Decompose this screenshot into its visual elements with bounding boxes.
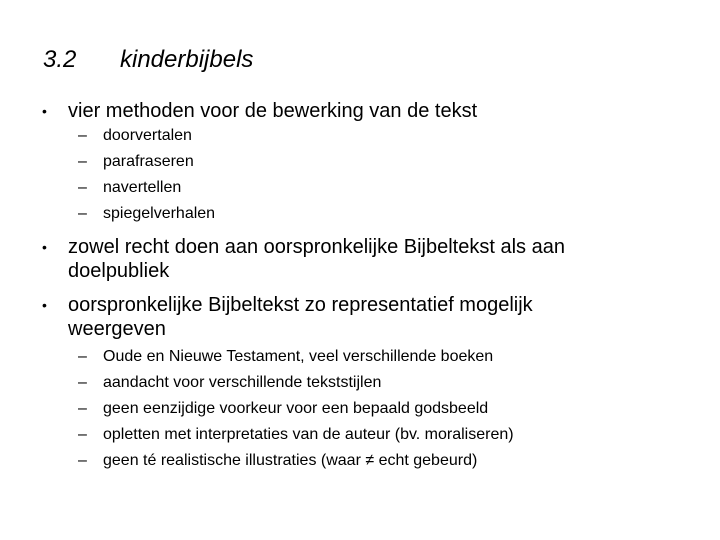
- dash-marker: –: [78, 153, 87, 170]
- dash-marker: –: [78, 205, 87, 222]
- bullet-item: [42, 99, 642, 123]
- sub-item-text: opletten met interpretaties van de auteur (bv. moraliseren): [103, 426, 514, 443]
- slide-title: [43, 46, 253, 74]
- sub-item-text: parafraseren: [103, 153, 194, 170]
- sub-item-text: aandacht voor verschillende tekststijlen: [103, 374, 382, 391]
- sub-list: [78, 344, 514, 474]
- bullet-marker: •: [42, 297, 47, 313]
- dash-marker: –: [78, 179, 87, 196]
- sub-list: [78, 123, 215, 227]
- bullet-item: [42, 293, 622, 341]
- sub-item: [78, 370, 514, 396]
- dash-marker: –: [78, 400, 87, 417]
- sub-item-text: Oude en Nieuwe Testament, veel verschillende boeken: [103, 348, 494, 365]
- sub-item-text: geen té realistische illustraties (waar ≠ echt gebeurd): [103, 452, 478, 469]
- sub-item: [78, 422, 514, 448]
- dash-marker: –: [78, 452, 87, 469]
- sub-item-text: navertellen: [103, 179, 182, 196]
- sub-item: [78, 344, 514, 370]
- bullet-item: [42, 235, 642, 283]
- sub-item-text: doorvertalen: [103, 127, 192, 144]
- section-title: kinderbijbels: [120, 46, 254, 73]
- dash-marker: –: [78, 374, 87, 391]
- bullet-marker: •: [42, 103, 47, 119]
- bullet-text: oorspronkelijke Bijbeltekst zo representatief mogelijk weergeven: [68, 294, 533, 340]
- bullet-text: zowel recht doen aan oorspronkelijke Bijbeltekst als aan doelpubliek: [68, 236, 565, 282]
- bullet-marker: •: [42, 239, 47, 255]
- sub-item: [78, 175, 215, 201]
- sub-item: [78, 201, 215, 227]
- dash-marker: –: [78, 348, 87, 365]
- dash-marker: –: [78, 426, 87, 443]
- sub-item: [78, 123, 215, 149]
- sub-item: [78, 448, 514, 474]
- dash-marker: –: [78, 127, 87, 144]
- section-number: 3.2: [43, 46, 77, 73]
- sub-item: [78, 396, 514, 422]
- bullet-text: vier methoden voor de bewerking van de tekst: [68, 100, 478, 122]
- sub-item-text: geen eenzijdige voorkeur voor een bepaald godsbeeld: [103, 400, 489, 417]
- sub-item: [78, 149, 215, 175]
- sub-item-text: spiegelverhalen: [103, 205, 216, 222]
